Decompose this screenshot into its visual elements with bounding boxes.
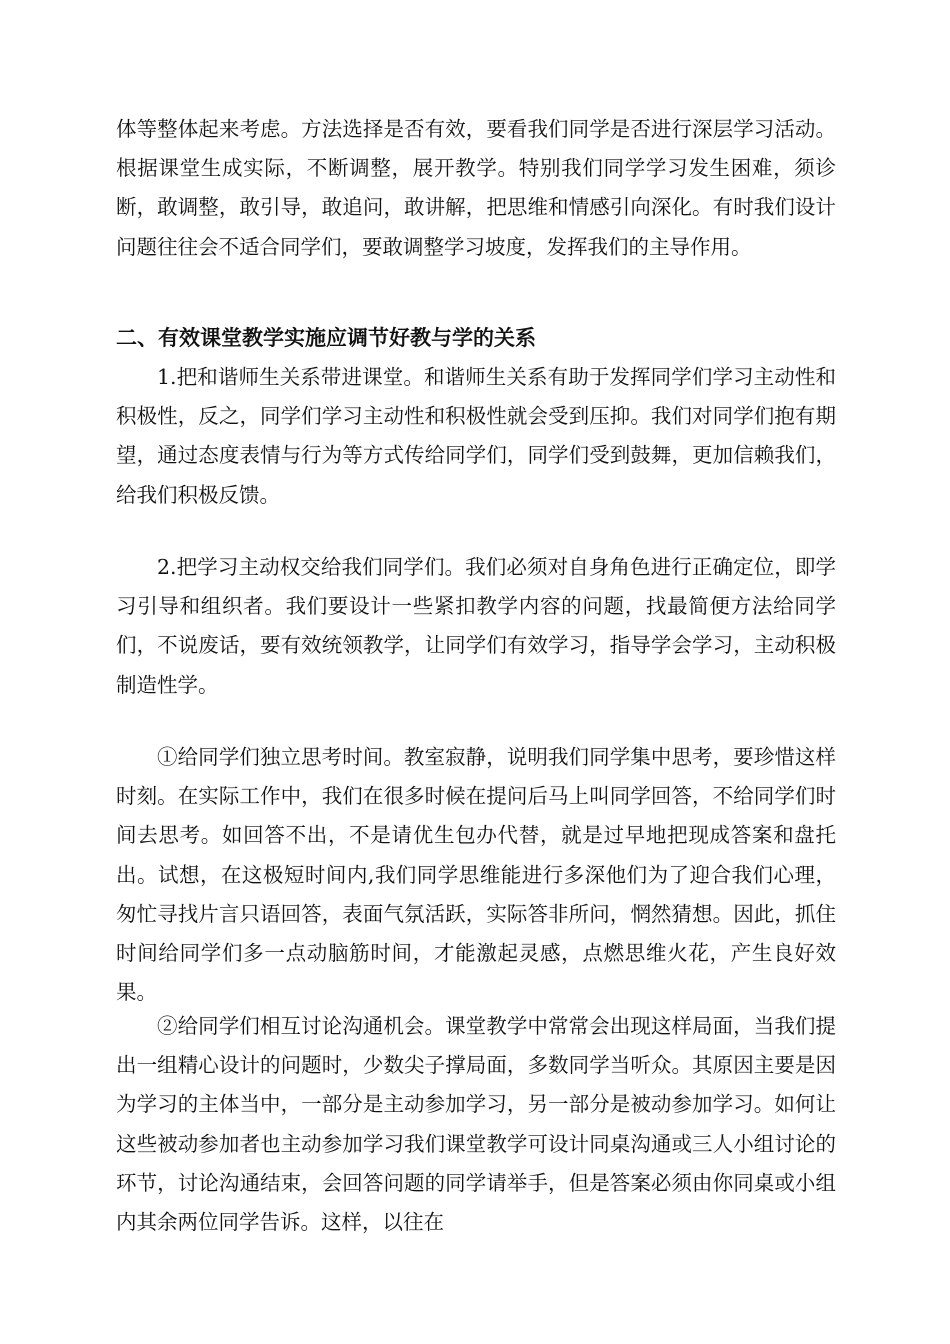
paragraph-learning-initiative: 2.把学习主动权交给我们同学们。我们必须对自身角色进行正确定位，即学习引导和组织者。我们要设计一些紧扣教学内容的问题，找最简便方法给同学们，不说废话，要有效统领教学，让同学们有效学习，指导学会学习，主动积极制造性学。 <box>116 555 836 697</box>
paragraph-continuation: 体等整体起来考虑。方法选择是否有效，要看我们同学是否进行深层学习活动。根据课堂生成实际，不断调整，展开教学。特别我们同学学习发生困难，须诊断，敢调整，敢引导，敢追问，敢讲解，把思维和情感引向深化。有时我们设计问题往往会不适合同学们，要敢调整学习坡度，发挥我们的主导作用。 <box>116 117 836 259</box>
paragraph-independent-thinking: ①给同学们独立思考时间。教室寂静，说明我们同学集中思考，要珍惜这样时刻。在实际工作中，我们在很多时候在提问后马上叫同学回答，不给同学们时间去思考。如回答不出，不是请优生包办代替，就是过早地把现成答案和盘托出。试想，在这极短时间内,我们同学思维能进行多深他们为了迎合我们心理，匆忙寻找片言只语回答，表面气氛活跃，实际答非所问，惘然猜想。因此，抓住时间给同学们多一点动脑筋时间，才能激起灵感，点燃思维火花，产生良好效果。 <box>116 745 836 1005</box>
paragraph-teacher-student-relationship: 1.把和谐师生关系带进课堂。和谐师生关系有助于发挥同学们学习主动性和积极性，反之，同学们学习主动性和积极性就会受到压抑。我们对同学们抱有期望，通过态度表情与行为等方式传给同学们，同学们受到鼓舞，更加信赖我们，给我们积极反馈。 <box>116 365 836 507</box>
paragraph-discussion-opportunity: ②给同学们相互讨论沟通机会。课堂教学中常常会出现这样局面，当我们提出一组精心设计的问题时，少数尖子撑局面，多数同学当听众。其原因主要是因为学习的主体当中，一部分是主动参加学习，另一部分是被动参加学习。如何让这些被动参加者也主动参加学习我们课堂教学可设计同桌沟通或三人小组讨论的环节，讨论沟通结束，会回答问题的同学请举手，但是答案必须由你同桌或小组内其余两位同学告诉。这样，以往在 <box>116 1014 836 1235</box>
section-heading: 二、有效课堂教学实施应调节好教与学的关系 <box>116 326 536 350</box>
